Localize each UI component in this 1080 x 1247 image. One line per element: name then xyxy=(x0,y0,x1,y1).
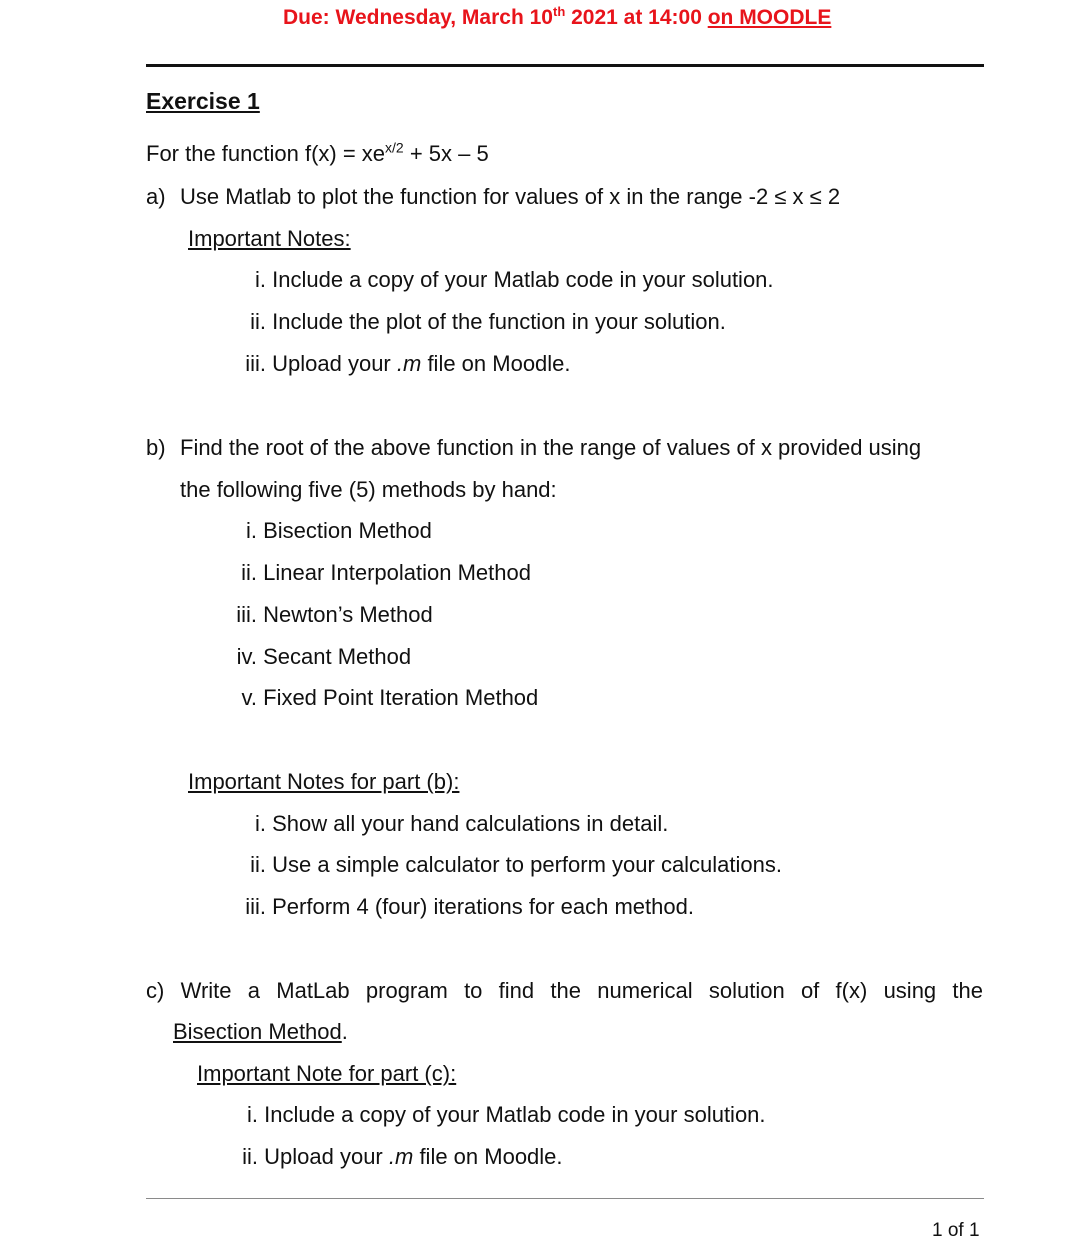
part-c-note: i. Include a copy of your Matlab code in your solution. xyxy=(247,1102,766,1127)
due-date-banner: Due: Wednesday, March 10th 2021 at 14:00 on MOODLE xyxy=(283,4,832,29)
method-item: ii. Linear Interpolation Method xyxy=(241,560,531,585)
part-a-note: iii. Upload your .m file on Moodle. xyxy=(245,351,571,376)
page-number: 1 of 1 xyxy=(932,1220,980,1241)
header-divider xyxy=(146,64,984,67)
part-b-text-cont: the following five (5) methods by hand: xyxy=(180,477,557,502)
part-b-note: iii. Perform 4 (four) iterations for each method. xyxy=(245,894,694,919)
footer-divider xyxy=(146,1198,984,1199)
part-a-notes-title: Important Notes: xyxy=(188,226,351,251)
moodle-link[interactable]: on MOODLE xyxy=(707,6,832,29)
part-a-note: ii. Include the plot of the function in your solution. xyxy=(250,309,726,334)
part-c-notes-title: Important Note for part (c): xyxy=(197,1061,457,1086)
method-item: iii. Newton’s Method xyxy=(236,602,433,627)
part-b-note: i. Show all your hand calculations in detail. xyxy=(255,811,669,836)
method-item: iv. Secant Method xyxy=(236,644,412,669)
exercise-title: Exercise 1 xyxy=(146,88,260,114)
part-a-label: a) xyxy=(146,184,166,209)
function-definition: For the function $f(x) = xe^{x/2} + 5x - 5$ xyxy=(146,139,489,166)
part-c-text: c) Write a MatLab program to find the numerical solution of f(x) using the xyxy=(146,978,983,1003)
part-c-text-cont: Bisection Method. xyxy=(173,1019,348,1044)
method-item: i. Bisection Method xyxy=(246,518,432,543)
part-b-label: b) xyxy=(146,435,166,460)
method-item: v. Fixed Point Iteration Method xyxy=(241,685,539,710)
part-a-text: Use Matlab to plot the function for values of x in the range -2 ≤ x ≤ 2 xyxy=(180,184,841,209)
part-c-note: ii. Upload your .m file on Moodle. xyxy=(242,1144,563,1169)
part-b-notes-title: Important Notes for part (b): xyxy=(188,769,460,794)
part-b-text: Find the root of the above function in the range of values of x provided using xyxy=(180,435,922,460)
part-a-note: i. Include a copy of your Matlab code in your solution. xyxy=(255,267,774,292)
part-b-note: ii. Use a simple calculator to perform your calculations. xyxy=(250,852,783,877)
